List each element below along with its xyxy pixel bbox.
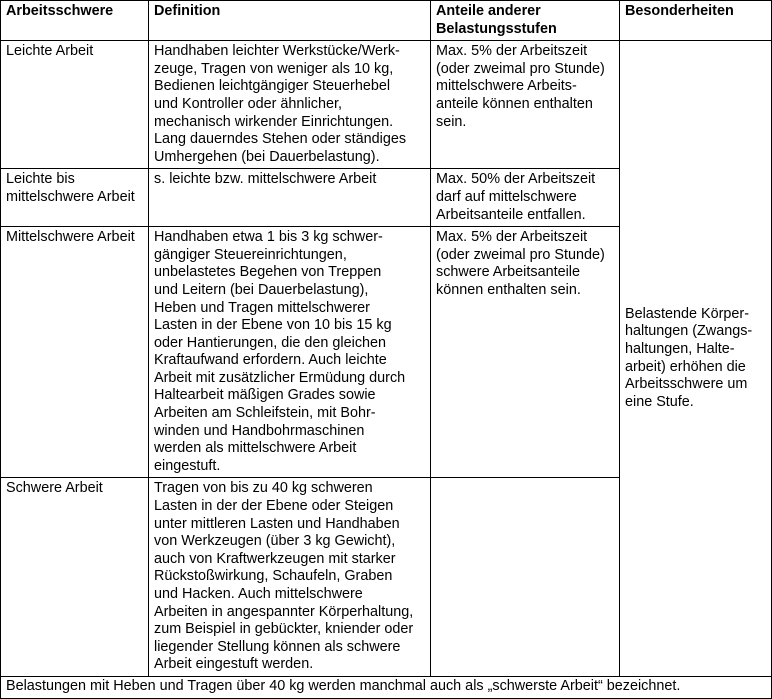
footnote: Belastungen mit Heben und Tragen über 40 kg werden manchmal auch als „schwerste Arbeit“ bezeichnet.	[1, 676, 772, 698]
table-row	[1, 41, 772, 169]
cell-definition: Handhaben leichter Werkstücke/Werk- zeuge, Tragen von weniger als 10 kg, Bedienen leichtgängiger Steuerhebel und Kontroller oder ähnlicher, mechanisch wirkender Einrichtungen. Lang dauerndes Stehen oder ständiges Umhergehen (bei Dauerbelastung).	[149, 41, 431, 169]
cell-definition: s. leichte bzw. mittelschwere Arbeit	[149, 169, 431, 227]
cell-arbeitsschwere: Mittelschwere Arbeit	[1, 227, 149, 478]
header-besonderheiten: Besonderheiten	[620, 1, 772, 41]
cell-anteile	[431, 478, 620, 677]
cell-definition: Tragen von bis zu 40 kg schweren Lasten in der der Ebene oder Steigen unter mittleren Lasten und Handhaben von Werkzeugen (über 3 kg Gewicht), auch von Kraftwerkzeugen mit starker Rückstoßwirkung, Schaufeln, Graben und Hacken. Auch mittelschwere Arbeiten in angespannter Körperhaltung, zum Beispiel in gebückter, kniender oder liegender Stellung können als schwere Arbeit eingestuft werden.	[149, 478, 431, 677]
table-footnote-row	[1, 676, 772, 698]
cell-arbeitsschwere: Leichte Arbeit	[1, 41, 149, 169]
table-header-row	[1, 1, 772, 41]
cell-definition: Handhaben etwa 1 bis 3 kg schwer- gängiger Steuereinrichtungen, unbelastetes Begehen von Treppen und Leitern (bei Dauerbelastung), Heben und Tragen mittelschwerer Lasten in der Ebene von 10 bis 15 kg oder Hantierungen, die den gleichen Kraftaufwand erfordern. Auch leichte Arbeit mit zusätzlicher Ermüdung durch Haltearbeit mäßigen Grades sowie Arbeiten am Schleifstein, mit Bohr- winden und Handbohrmaschinen werden als mittelschwere Arbeit eingestuft.	[149, 227, 431, 478]
header-anteile: Anteile anderer Belastungsstufen	[431, 1, 620, 41]
header-definition: Definition	[149, 1, 431, 41]
cell-arbeitsschwere: Schwere Arbeit	[1, 478, 149, 677]
cell-anteile: Max. 5% der Arbeitszeit (oder zweimal pro Stunde) schwere Arbeitsanteile können enthalten sein.	[431, 227, 620, 478]
cell-besonderheiten: Belastende Körper- haltungen (Zwangs- haltungen, Halte- arbeit) erhöhen die Arbeitsschwere um eine Stufe.	[620, 41, 772, 677]
header-arbeitsschwere: Arbeitsschwere	[1, 1, 149, 41]
cell-anteile: Max. 5% der Arbeitszeit (oder zweimal pro Stunde) mittelschwere Arbeits- anteile können enthalten sein.	[431, 41, 620, 169]
cell-anteile: Max. 50% der Arbeitszeit darf auf mittelschwere Arbeitsanteile entfallen.	[431, 169, 620, 227]
cell-arbeitsschwere: Leichte bis mittelschwere Arbeit	[1, 169, 149, 227]
